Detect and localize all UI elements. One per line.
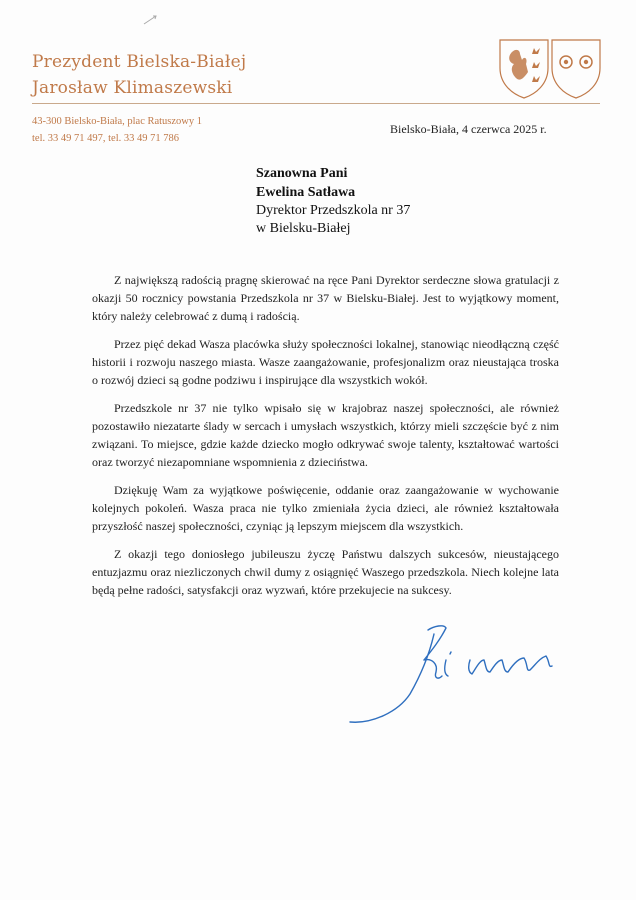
recipient-salutation: Szanowna Pani bbox=[256, 166, 348, 181]
body-paragraph: Z największą radością pragnę skierować na ręce Pani Dyrektor serdeczne słowa gratulacji z okazji 50 rocznicy powstania Przedszkola nr 37 w Bielsku-Białej. Jest to wyjątkowy moment, który należy celebrować z dumą i radością. bbox=[92, 273, 559, 323]
recipient-name: Ewelina Satława bbox=[256, 185, 356, 200]
handwritten-signature bbox=[340, 620, 570, 730]
body-paragraph: Przez pięć dekad Wasza placówka służy społeczności lokalnej, stanowiąc nieodłączną część historii i rozwoju naszego miasta. Wasze zaangażowanie, profesjonalizm oraz nieustająca troska o rozwój dzieci są godne podziwu i inspirujące dla wszystkich wokół. bbox=[92, 337, 559, 387]
letter-date: Bielsko-Biała, 4 czerwca 2025 r. bbox=[390, 122, 547, 136]
body-paragraph: Przedszkole nr 37 nie tylko wpisało się w krajobraz naszej społeczności, ale również pozostawiło niezatarte ślady w sercach i umysłach wszystkich, którzy mieli szczęście być z nim związani. To miejsce, gdzie każde dziecko mogło odkrywać swoje talenty, kształtować wartości oraz tworzyć niezapomniane wspomnienia z dzieciństwa. bbox=[92, 401, 559, 469]
header-divider bbox=[32, 103, 600, 104]
recipient-role: Dyrektor Przedszkola nr 37 bbox=[256, 203, 411, 218]
phone-line: tel. 33 49 71 497, tel. 33 49 71 786 bbox=[32, 133, 179, 144]
body-paragraph: Z okazji tego doniosłego jubileuszu życzę Państwu dalszych sukcesów, nieustającego entuzjazmu oraz niezliczonych chwil dumy z osiągnięć Waszego przedszkola. Niech kolejne lata będą pełne radości, satysfakcji oraz wyzwań, które przekujecie na sukcesy. bbox=[92, 547, 559, 597]
body-paragraph: Dziękuję Wam za wyjątkowe poświęcenie, oddanie oraz zaangażowanie w wychowanie kolejnych pokoleń. Wasza praca nie tylko zmieniała życia dzieci, ale również kształtowała przyszłość naszej społeczności, czyniąc ją lepszym miejscem dla wszystkich. bbox=[92, 483, 559, 533]
letter-body bbox=[92, 271, 559, 609]
person-name: Jarosław Klimaszewski bbox=[32, 78, 233, 98]
address-line: 43-300 Bielsko-Biała, plac Ratuszowy 1 bbox=[32, 116, 203, 127]
coat-of-arms-icon bbox=[498, 38, 602, 100]
scan-mark-icon bbox=[142, 14, 158, 26]
office-title: Prezydent Bielska-Białej bbox=[32, 52, 247, 72]
recipient-place: w Bielsku-Białej bbox=[256, 221, 351, 236]
